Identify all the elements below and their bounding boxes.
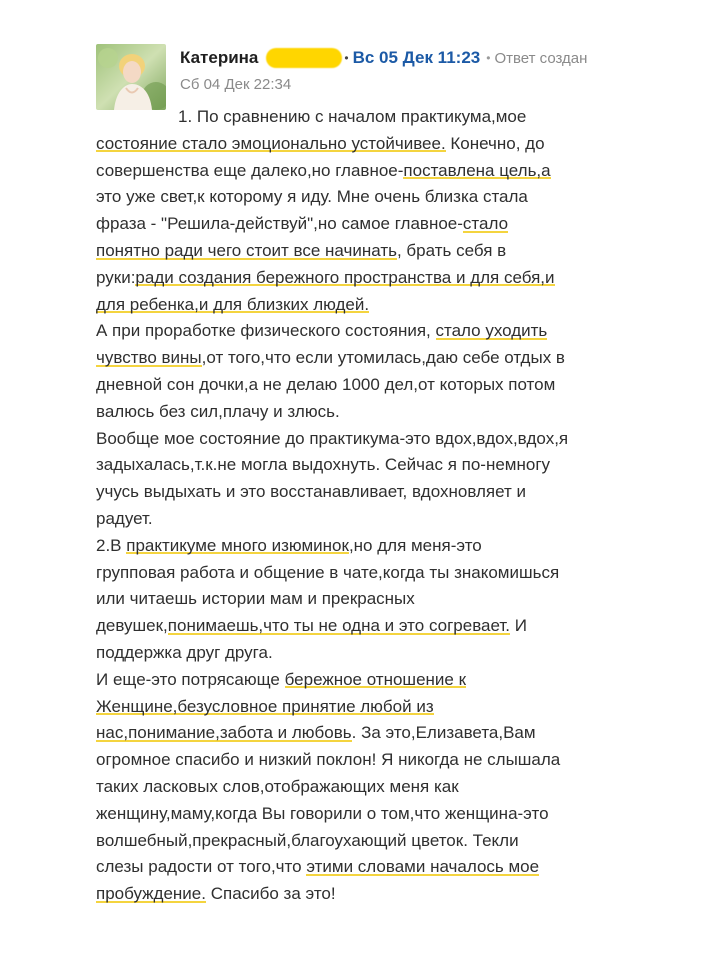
comment-line	[96, 372, 636, 399]
highlighted-text: поставлена цель,а	[403, 160, 551, 180]
comment-text: , брать себя в	[396, 240, 507, 260]
header-bullet: •	[344, 51, 349, 65]
comment-text: женщину,маму,когда Вы говорили о том,что женщина-это	[96, 803, 549, 823]
comment-line	[96, 345, 636, 372]
comment-text: Вообще мое состояние до практикума-это вдох,вдох,вдох,я	[96, 428, 569, 448]
comment-text: поддержка друг друга.	[96, 642, 273, 662]
comment-text: валюсь без сил,плачу и злюсь.	[96, 401, 340, 421]
redacted-surname	[266, 48, 342, 68]
comment-text: учусь выдыхать и это восстанавливает, вдохновляет и	[96, 482, 526, 502]
highlighted-text: бережное отношение к	[284, 669, 467, 689]
comment-line	[96, 318, 636, 345]
comment-text: или читаешь истории мам и прекрасных	[96, 589, 415, 609]
comment-line	[96, 640, 636, 667]
comment-text: Конечно, до	[445, 133, 545, 153]
comment-text: огромное спасибо и низкий поклон! Я никогда не слышала	[96, 750, 561, 770]
comment-text: это уже свет,к которому я иду. Мне очень близка стала	[96, 187, 528, 207]
comment-line	[96, 828, 636, 855]
post-datetime[interactable]: Вс 05 Дек 11:23	[352, 48, 481, 67]
author-name[interactable]: Катерина	[180, 48, 259, 67]
highlighted-text: пробуждение.	[96, 884, 206, 904]
avatar[interactable]	[96, 44, 166, 110]
comment-text: ,от того,что если утомилась,даю себе отдых в	[201, 348, 565, 368]
avatar-photo	[96, 44, 166, 110]
comment-line	[96, 881, 636, 908]
comment-text: И еще-это потрясающе	[96, 669, 285, 689]
comment-line	[96, 479, 636, 506]
comment-line	[96, 292, 636, 319]
comment-text: задыхалась,т.к.не могла выдохнуть. Сейчас я по-немногу	[96, 455, 551, 475]
highlighted-text: чувство вины	[96, 348, 202, 368]
comment-line	[96, 399, 636, 426]
comment-text: волшебный,прекрасный,благоухающий цветок. Текли	[96, 830, 519, 850]
comment-text: фраза - "Решила-действуй",но самое главное-	[96, 214, 463, 234]
reply-status: Ответ создан	[494, 49, 588, 67]
comment-text: 2.В	[96, 535, 127, 555]
comment-line	[96, 747, 636, 774]
comment-text: таких ласковых слов,отображающих меня как	[96, 776, 459, 796]
comment-line	[96, 694, 636, 721]
comment-line	[96, 104, 636, 131]
comment-line	[96, 265, 636, 292]
comment-body	[96, 104, 636, 908]
comment-text: ,но для меня-это	[348, 535, 482, 555]
comment-line	[96, 452, 636, 479]
comment-text: совершенства еще далеко,но главное-	[96, 160, 404, 180]
comment-text: И	[510, 616, 527, 636]
comment-line	[96, 131, 636, 158]
comment-text: слезы радости от того,что	[96, 857, 307, 877]
highlighted-text: понятно ради чего стоит все начинать	[96, 240, 397, 260]
comment-text: А при проработке физического состояния,	[96, 321, 436, 341]
comment-line	[96, 211, 636, 238]
comment-line	[96, 586, 636, 613]
comment-text: групповая работа и общение в чате,когда ты знакомишься	[96, 562, 560, 582]
highlighted-text: этими словами началось мое	[306, 857, 540, 877]
comment-line	[96, 854, 636, 881]
comment-line	[96, 238, 636, 265]
highlighted-text: Женщине,безусловное принятие любой из	[96, 696, 434, 716]
comment-text: радует.	[96, 508, 153, 528]
highlighted-text: для ребенка,и для близких людей.	[96, 294, 370, 314]
highlighted-text: нас,понимание,забота и любовь	[96, 723, 352, 743]
comment-text: руки:	[96, 267, 136, 287]
comment-line	[96, 667, 636, 694]
reply-date: Сб 04 Дек 22:34	[180, 76, 292, 93]
highlighted-text: практикуме много изюминок	[126, 535, 349, 555]
comment-line	[96, 774, 636, 801]
header-separator: •	[486, 51, 491, 65]
comment-line	[96, 801, 636, 828]
highlighted-text: состояние стало эмоционально устойчивее.	[96, 133, 446, 153]
comment-text: 1. По сравнению с началом практикума,мое	[178, 107, 527, 126]
comment-text: Спасибо за это!	[205, 884, 336, 904]
highlighted-text: понимаешь,что ты не одна и это согревает.	[167, 616, 511, 636]
highlighted-text: ради создания бережного пространства и для себя,и	[135, 267, 555, 287]
comment-line	[96, 720, 636, 747]
comment-header	[180, 44, 587, 72]
comment-line	[96, 560, 636, 587]
comment-text: девушек,	[96, 616, 168, 636]
comment-line	[96, 426, 636, 453]
comment-line	[96, 613, 636, 640]
highlighted-text: стало уходить	[435, 321, 548, 341]
comment-line	[96, 533, 636, 560]
comment-line	[96, 158, 636, 185]
comment-line	[96, 506, 636, 533]
comment-text: дневной сон дочки,а не делаю 1000 дел,от которых потом	[96, 374, 556, 394]
comment-text: . За это,Елизавета,Вам	[351, 723, 536, 743]
highlighted-text: стало	[462, 214, 509, 234]
comment-line	[96, 184, 636, 211]
